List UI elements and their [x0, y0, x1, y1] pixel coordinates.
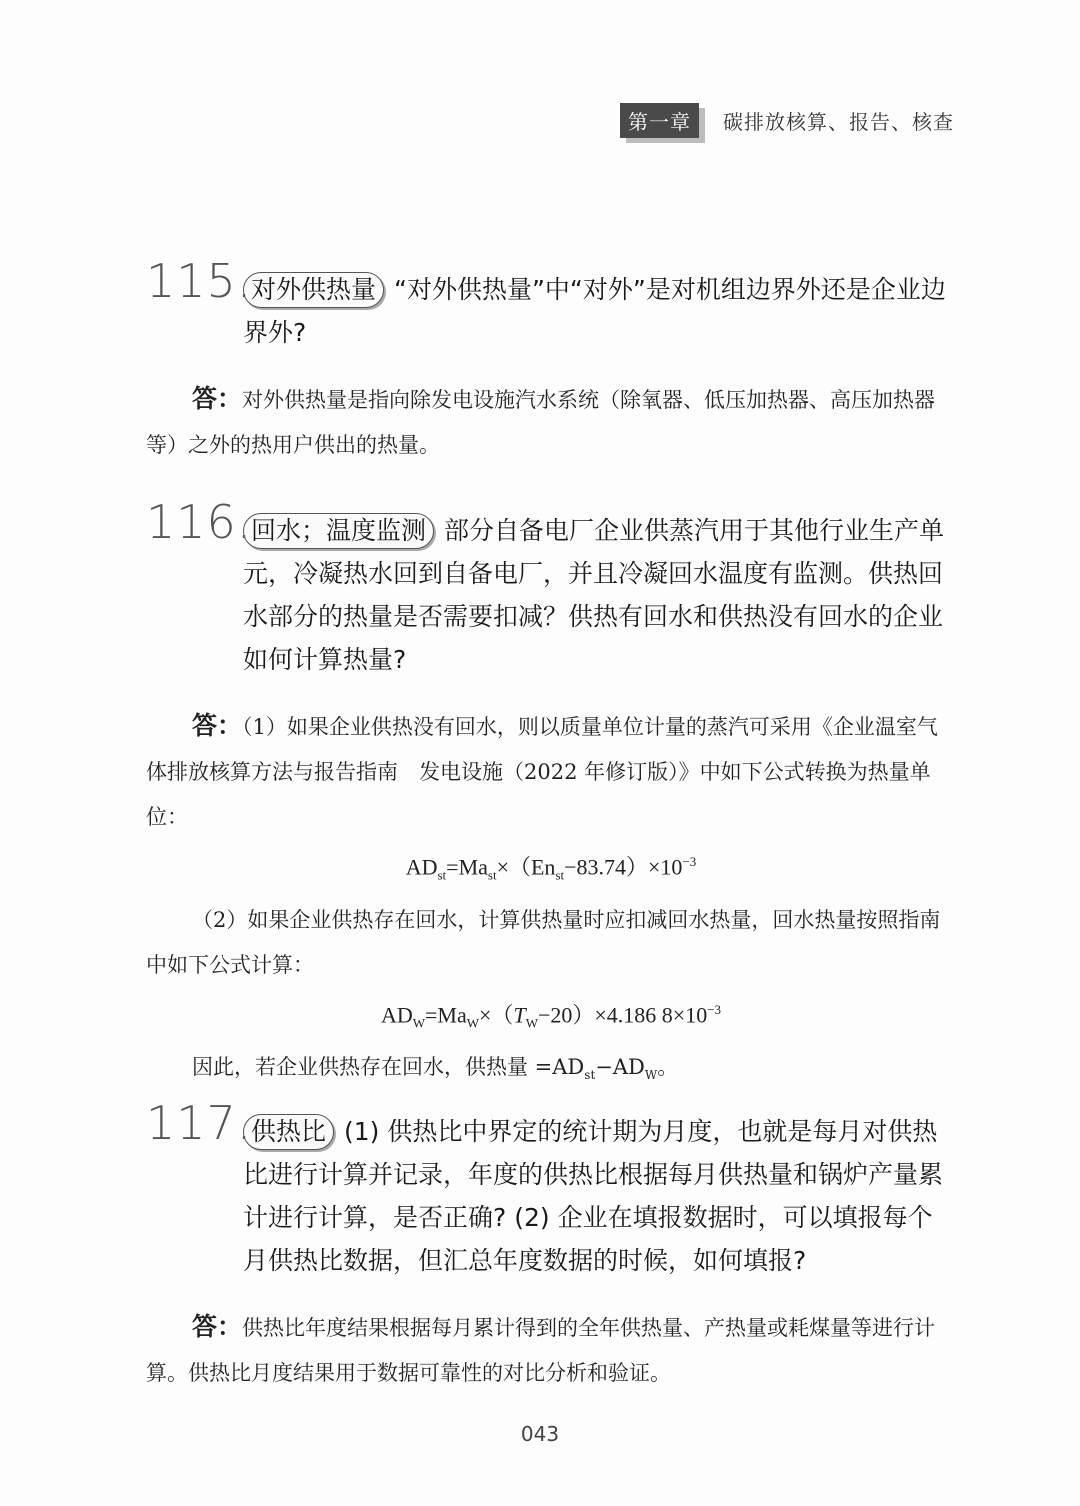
topic-tag: 回水；温度监测 — [243, 513, 434, 549]
topic-tag: 供热比 — [243, 1114, 334, 1150]
answer-116-part2: （2）如果企业供热存在回水，计算供热量时应扣减回水热量，回水热量按照指南中如下公式计算： — [146, 907, 941, 977]
answer-116-part3: 因此，若企业供热存在回水，供热量 $=AD_{st}-AD_W$。 — [192, 1055, 679, 1083]
answer-115 — [146, 376, 956, 468]
question-text: 部分自备电厂企业供蒸汽用于其他行业生产单元，冷凝热水回到自备电厂，并且冷凝回水温度有监测。供热回水部分的热量是否需要扣减？供热有回水和供热没有回水的企业如何计算热量? — [243, 516, 945, 674]
question-115 — [146, 254, 956, 354]
question-text: “对外供热量”中“对外”是对机组边界外还是企业边界外? — [243, 275, 946, 347]
question-116 — [146, 495, 956, 681]
formula-return-water-heat: $AD_W=Ma_W\times(T_W-20)\times 4.186$ $8\times 10^{-3}$ — [380, 1001, 722, 1031]
answer-label: 答： — [192, 384, 243, 413]
chapter-title: 碳排放核算、报告、核查 — [723, 110, 954, 134]
question-number: 117. — [146, 1096, 253, 1150]
qa-117 — [146, 1096, 956, 1396]
answer-text: （1）如果企业供热没有回水，则以质量单位计量的蒸汽可采用《企业温室气体排放核算方法与报告指南 发电设施（2022 年修订版）》中如下公式转换为热量单位： — [146, 715, 938, 829]
answer-label: 答： — [192, 711, 243, 740]
qa-115 — [146, 254, 956, 468]
answer-label: 答： — [192, 1312, 243, 1341]
question-number: 116. — [146, 495, 253, 549]
answer-text: 供热比年度结果根据每月累计得到的全年供热量、产热量或耗煤量等进行计算。供热比月度结果用于数据可靠性的对比分析和验证。 — [146, 1316, 936, 1385]
question-number: 115. — [146, 254, 253, 308]
formula-steam-heat: $AD_{st}=Ma_{st}\times(En_{st}-83.74)\times 10^{-3}$ — [405, 854, 697, 883]
question-117 — [146, 1096, 956, 1282]
chapter-badge: 第一章 — [620, 103, 699, 138]
answer-text: 对外供热量是指向除发电设施汽水系统（除氧器、低压加热器、高压加热器等）之外的热用户供出的热量。 — [146, 388, 936, 457]
page-header — [620, 103, 954, 138]
question-text: (1) 供热比中界定的统计期为月度，也就是每月对供热比进行计算并记录，年度的供热比根据每月供热量和锅炉产量累计进行计算，是否正确? (2) 企业在填报数据时，可以填报每个月供热比数据，但汇总年度数据的时候，如何填报? — [243, 1117, 944, 1275]
answer-117 — [146, 1304, 956, 1396]
topic-tag: 对外供热量 — [243, 272, 384, 308]
qa-116 — [146, 495, 956, 1099]
page-number: 043 — [520, 1422, 560, 1446]
answer-116-part1 — [146, 703, 956, 840]
